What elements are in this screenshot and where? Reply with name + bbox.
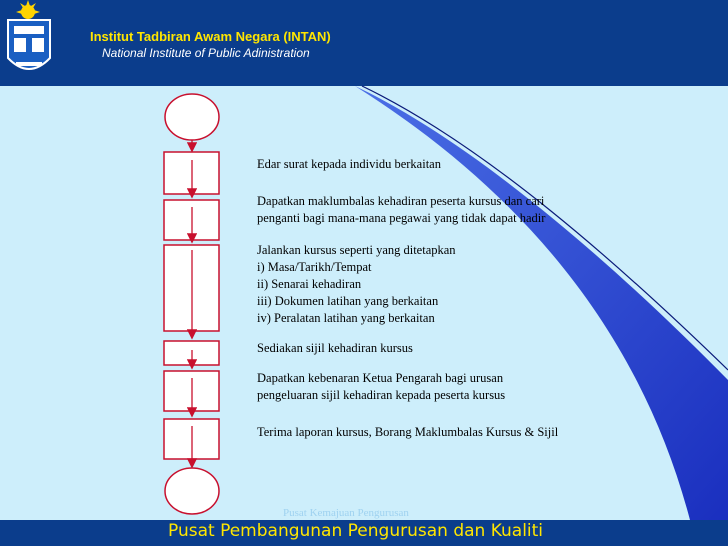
step-line: Sediakan sijil kehadiran kursus bbox=[257, 341, 413, 355]
step-line: iv) Peralatan latihan yang berkaitan bbox=[257, 311, 435, 325]
institute-title: Institut Tadbiran Awam Negara (INTAN) bbox=[90, 29, 331, 44]
step-1-text bbox=[257, 156, 441, 173]
step-line: penganti bagi mana-mana pegawai yang tidak dapat hadir bbox=[257, 211, 546, 225]
step-line: pengeluaran sijil kehadiran kepada peserta kursus bbox=[257, 388, 506, 402]
step-line: iii) Dokumen latihan yang berkaitan bbox=[257, 294, 439, 308]
step-3-text bbox=[257, 242, 456, 327]
flow-start-terminal bbox=[165, 94, 219, 140]
footer-text: Pusat Pembangunan Pengurusan dan Kualiti bbox=[168, 521, 544, 541]
step-line: ii) Senarai kehadiran bbox=[257, 277, 362, 291]
step-5-text bbox=[257, 370, 505, 404]
step-line: Terima laporan kursus, Borang Maklumbalas Kursus & Sijil bbox=[257, 425, 559, 439]
step-2-text bbox=[257, 193, 545, 227]
flow-end-terminal bbox=[165, 468, 219, 514]
step-line: Dapatkan kebenaran Ketua Pengarah bagi urusan bbox=[257, 371, 504, 385]
step-line: Edar surat kepada individu berkaitan bbox=[257, 157, 441, 171]
step-4-text bbox=[257, 340, 413, 357]
step-line: Jalankan kursus seperti yang ditetapkan bbox=[257, 243, 456, 257]
institute-subtitle: National Institute of Public Adinistration bbox=[102, 46, 310, 60]
step-line: Dapatkan maklumbalas kehadiran peserta kursus dan cari bbox=[257, 194, 545, 208]
step-6-text bbox=[257, 424, 558, 441]
step-line: i) Masa/Tarikh/Tempat bbox=[257, 260, 372, 274]
ghost-footer-text: Pusat Kemajuan Pengurusan bbox=[283, 507, 409, 519]
